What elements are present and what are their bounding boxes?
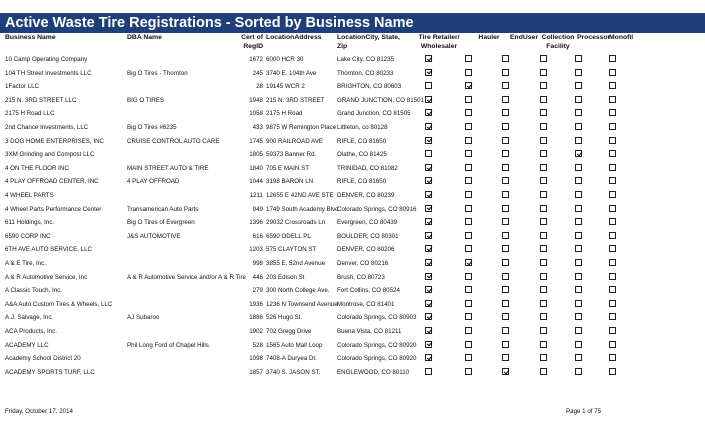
checkbox-collection <box>540 232 547 239</box>
table-row <box>0 80 705 94</box>
cell-dba: Big O Tires - Thornton <box>127 69 188 77</box>
checkbox-processor <box>575 232 582 239</box>
checkbox-hauler <box>465 177 472 184</box>
checkbox-enduser <box>502 123 509 130</box>
checkbox-hauler <box>465 245 472 252</box>
checkbox-retailer <box>425 123 432 130</box>
checkbox-hauler <box>465 354 472 361</box>
checkbox-hauler <box>465 123 472 130</box>
table-row <box>0 311 705 325</box>
checkbox-retailer <box>425 82 432 89</box>
table-row <box>0 271 705 285</box>
checkbox-hauler <box>465 82 472 89</box>
cell-location: 7408-A Duryea Dr. <box>266 355 317 363</box>
cell-dba: MAIN STREET AUTO & TIRE <box>127 164 209 172</box>
cell-location: 19145 WCR 2 <box>266 83 305 91</box>
cell-business: 10 Camp Operating Company <box>5 56 88 63</box>
cell-cert: 1044 <box>249 178 263 186</box>
checkbox-processor <box>575 354 582 361</box>
cell-cert: 1672 <box>249 56 263 63</box>
table-row <box>0 243 705 257</box>
checkbox-monofill <box>609 177 616 184</box>
table-row <box>0 325 705 339</box>
checkbox-processor <box>575 341 582 348</box>
cell-location: 705 E MAIN ST <box>266 164 309 172</box>
checkbox-collection <box>540 191 547 198</box>
cell-city: GRAND JUNCTION, CO 81501 <box>337 96 424 104</box>
cell-cert: 245 <box>252 69 263 77</box>
cell-location: 6590 ODELL PL <box>266 232 311 240</box>
checkbox-processor <box>575 327 582 334</box>
cell-dba: BIG O TIRES <box>127 96 165 104</box>
cell-dba: Big O Tires of Evergreen <box>127 219 195 227</box>
cell-location: 2175 H Road <box>266 110 303 118</box>
cell-city: Colorado Springs, CO 80903 <box>337 314 417 322</box>
checkbox-monofill <box>609 313 616 320</box>
checkbox-processor <box>575 177 582 184</box>
checkbox-hauler <box>465 109 472 116</box>
checkbox-enduser <box>502 245 509 252</box>
column-header-retailer: Tire Retailer/ Wholesaler <box>418 34 460 50</box>
checkbox-collection <box>540 368 547 375</box>
cell-cert: 279 <box>252 287 263 295</box>
checkbox-enduser <box>502 55 509 62</box>
cell-business: 4 Wheel Parts Performance Center <box>5 205 102 213</box>
cell-dba: J&S AUTOMOTIVE <box>127 232 181 240</box>
checkbox-hauler <box>465 259 472 266</box>
cell-cert: 528 <box>252 341 263 349</box>
cell-cert: 1211 <box>249 192 263 199</box>
cell-cert: 1840 <box>249 164 263 172</box>
checkbox-enduser <box>502 232 509 239</box>
checkbox-monofill <box>609 354 616 361</box>
checkbox-processor <box>575 286 582 293</box>
checkbox-enduser <box>502 177 509 184</box>
checkbox-retailer <box>425 205 432 212</box>
checkbox-retailer <box>425 245 432 252</box>
cell-city: Colorado Springs, CO 80920 <box>337 341 417 349</box>
checkbox-retailer <box>425 300 432 307</box>
checkbox-hauler <box>465 313 472 320</box>
checkbox-collection <box>540 341 547 348</box>
table-row <box>0 339 705 353</box>
cell-business: Academy School District 20 <box>5 355 81 363</box>
checkbox-retailer <box>425 96 432 103</box>
checkbox-collection <box>540 218 547 225</box>
checkbox-processor <box>575 82 582 89</box>
table-row <box>0 230 705 244</box>
cell-cert: 1948 <box>249 96 263 104</box>
cell-location: 1749 South Academy Blvd <box>266 205 339 213</box>
checkbox-retailer <box>425 218 432 225</box>
checkbox-retailer <box>425 109 432 116</box>
cell-location: 1236 N Townsend Avenue <box>266 300 338 308</box>
cell-location: 575 CLAYTON ST <box>266 246 317 254</box>
checkbox-monofill <box>609 232 616 239</box>
checkbox-processor <box>575 137 582 144</box>
cell-business: 4 WHEEL PARTS <box>5 192 54 199</box>
cell-city: BRIGHTON, CO 80603 <box>337 83 402 91</box>
footer-date: Friday, October 17, 2014 <box>5 408 73 415</box>
checkbox-processor <box>575 150 582 157</box>
cell-cert: 949 <box>252 205 263 213</box>
table-row <box>0 53 705 67</box>
cell-city: Olathe, CO 81425 <box>337 151 387 159</box>
table-row <box>0 216 705 230</box>
table-row <box>0 107 705 121</box>
column-header-monofill: Monofil <box>609 34 634 41</box>
cell-business: 4 PLAY OFFROAD CENTER, INC <box>5 178 99 186</box>
table-row <box>0 298 705 312</box>
column-header-enduser: EndUser <box>510 34 538 41</box>
cell-location: 59373 Banner Rd. <box>266 151 317 159</box>
checkbox-collection <box>540 150 547 157</box>
checkbox-processor <box>575 123 582 130</box>
checkbox-monofill <box>609 137 616 144</box>
cell-business: A.J. Salvage, Inc. <box>5 314 54 322</box>
cell-business: 3XM Grinding and Compost LLC <box>5 151 95 159</box>
checkbox-monofill <box>609 69 616 76</box>
cell-cert: 998 <box>252 260 263 267</box>
checkbox-retailer <box>425 191 432 198</box>
table-row <box>0 257 705 271</box>
cell-city: TRINIDAD, CO 81082 <box>337 164 398 172</box>
cell-cert: 616 <box>252 232 263 240</box>
cell-city: Montrose, CO 81401 <box>337 300 395 308</box>
table-row <box>0 162 705 176</box>
cell-location: 1565 Auto Mall Loop <box>266 341 323 349</box>
cell-business: 215 N. 3RD STREET LLC <box>5 96 77 104</box>
cell-business: A&A Auto Custom Tires & Wheels, LLC <box>5 300 113 308</box>
cell-location: 9875 W Remington Place <box>266 124 337 131</box>
cell-location: 300 North College Ave. <box>266 287 330 295</box>
cell-location: 203 Edison St <box>266 273 305 281</box>
checkbox-enduser <box>502 259 509 266</box>
checkbox-monofill <box>609 286 616 293</box>
checkbox-monofill <box>609 150 616 157</box>
footer-page-number: Page 1 of 75 <box>566 408 602 415</box>
checkbox-collection <box>540 313 547 320</box>
cell-cert: 1396 <box>249 219 263 227</box>
checkbox-enduser <box>502 96 509 103</box>
checkbox-processor <box>575 55 582 62</box>
checkbox-retailer <box>425 177 432 184</box>
checkbox-monofill <box>609 164 616 171</box>
checkbox-hauler <box>465 150 472 157</box>
table-row <box>0 189 705 203</box>
checkbox-retailer <box>425 137 432 144</box>
checkbox-enduser <box>502 218 509 225</box>
checkbox-collection <box>540 245 547 252</box>
cell-business: 6590 CORP INC <box>5 232 51 240</box>
checkbox-retailer <box>425 273 432 280</box>
checkbox-hauler <box>465 232 472 239</box>
cell-cert: 1058 <box>249 110 263 118</box>
cell-business: 6TH AVE AUTO SERVICE, LLC <box>5 246 92 254</box>
checkbox-collection <box>540 205 547 212</box>
checkbox-hauler <box>465 191 472 198</box>
checkbox-processor <box>575 109 582 116</box>
checkbox-enduser <box>502 164 509 171</box>
checkbox-processor <box>575 218 582 225</box>
cell-dba: Big O Tires #6235 <box>127 124 177 131</box>
cell-city: RIFLE, CO 81650 <box>337 178 387 186</box>
checkbox-monofill <box>609 191 616 198</box>
checkbox-retailer <box>425 232 432 239</box>
cell-cert: 446 <box>252 273 263 281</box>
cell-dba: A & R Automotive Service and/or A & R Tire <box>127 273 246 281</box>
checkbox-enduser <box>502 327 509 334</box>
checkbox-enduser <box>502 273 509 280</box>
checkbox-hauler <box>465 96 472 103</box>
cell-city: Brush, CO 80723 <box>337 273 385 281</box>
checkbox-hauler <box>465 164 472 171</box>
checkbox-monofill <box>609 341 616 348</box>
column-header-cert: Cert of RegID <box>241 34 263 50</box>
cell-location: 702 Gregg Drive <box>266 328 312 335</box>
checkbox-processor <box>575 205 582 212</box>
cell-city: Lake City, CO 81235 <box>337 56 394 63</box>
table-row <box>0 94 705 108</box>
cell-cert: 1098 <box>249 355 263 363</box>
checkbox-monofill <box>609 259 616 266</box>
checkbox-hauler <box>465 137 472 144</box>
cell-business: A & E Tire, Inc. <box>5 260 46 267</box>
cell-dba: Transamerican Auto Parts <box>127 205 199 213</box>
checkbox-processor <box>575 96 582 103</box>
cell-location: 215 N. 3RD STREET <box>266 96 325 104</box>
cell-cert: 1745 <box>249 137 263 145</box>
checkbox-retailer <box>425 55 432 62</box>
checkbox-processor <box>575 191 582 198</box>
cell-location: 3740 S. JASON ST. <box>266 368 321 376</box>
checkbox-hauler <box>465 327 472 334</box>
checkbox-hauler <box>465 273 472 280</box>
cell-cert: 28 <box>256 83 263 91</box>
cell-business: 3 DOG HOME ENTERPRISES, INC <box>5 137 105 145</box>
cell-location: 3198 BARON LN <box>266 178 314 186</box>
checkbox-processor <box>575 313 582 320</box>
column-header-city: LocationCity, State, Zip <box>337 34 400 50</box>
checkbox-enduser <box>502 286 509 293</box>
cell-business: 1Factor LLC <box>5 83 40 91</box>
cell-dba: CRUISE CONTROL AUTO CARE <box>127 137 220 145</box>
checkbox-processor <box>575 69 582 76</box>
checkbox-collection <box>540 69 547 76</box>
column-header-business: Business Name <box>5 34 56 41</box>
checkbox-hauler <box>465 300 472 307</box>
table-row <box>0 284 705 298</box>
checkbox-monofill <box>609 109 616 116</box>
cell-cert: 1936 <box>249 300 263 308</box>
checkbox-collection <box>540 259 547 266</box>
cell-dba: 4 PLAY OFFROAD <box>127 178 180 186</box>
checkbox-collection <box>540 164 547 171</box>
checkbox-enduser <box>502 82 509 89</box>
cell-dba: AJ Subaroo <box>127 314 160 322</box>
checkbox-processor <box>575 164 582 171</box>
checkbox-retailer <box>425 341 432 348</box>
checkbox-monofill <box>609 218 616 225</box>
cell-cert: 1857 <box>249 368 263 376</box>
table-row <box>0 175 705 189</box>
cell-business: A Classic Touch, Inc. <box>5 287 62 295</box>
checkbox-hauler <box>465 55 472 62</box>
checkbox-retailer <box>425 327 432 334</box>
cell-city: BOULDER, CO 80301 <box>337 232 399 240</box>
cell-city: Colorado Springs, CO 80920 <box>337 355 417 363</box>
checkbox-monofill <box>609 96 616 103</box>
cell-location: 3855 E. 52nd Avenue <box>266 260 326 267</box>
cell-business: 104 TH Street Investments LLC <box>5 69 92 77</box>
cell-business: ACADEMY LLC <box>5 341 49 349</box>
cell-city: Thornton, CO 80233 <box>337 69 394 77</box>
checkbox-enduser <box>502 137 509 144</box>
cell-city: Fort Collins, CO 80524 <box>337 287 400 295</box>
cell-city: DENVER, CO 80239 <box>337 192 395 199</box>
checkbox-processor <box>575 368 582 375</box>
checkbox-hauler <box>465 368 472 375</box>
cell-city: Denver, CO 80216 <box>337 260 389 267</box>
cell-city: Evergreen, CO 80439 <box>337 219 398 227</box>
checkbox-collection <box>540 109 547 116</box>
table-row <box>0 352 705 366</box>
cell-city: Grand Junction, CO 81505 <box>337 110 411 118</box>
cell-location: 900 RAILROAD AVE <box>266 137 323 145</box>
checkbox-collection <box>540 96 547 103</box>
column-header-collection: Collection Facility <box>541 34 575 50</box>
checkbox-retailer <box>425 164 432 171</box>
cell-cert: 433 <box>252 124 263 131</box>
cell-business: A & R Automotive Service, Inc <box>5 273 88 281</box>
checkbox-retailer <box>425 313 432 320</box>
report-title: Active Waste Tire Registrations - Sorted by Business Name <box>0 13 705 33</box>
column-header-dba: DBA Name <box>127 34 162 41</box>
checkbox-retailer <box>425 286 432 293</box>
checkbox-monofill <box>609 327 616 334</box>
cell-cert: 1886 <box>249 314 263 322</box>
cell-city: Littleton, co 80128 <box>337 124 388 131</box>
cell-business: ACADEMY SPORTS TURF, LLC <box>5 368 95 376</box>
checkbox-retailer <box>425 368 432 375</box>
checkbox-collection <box>540 137 547 144</box>
checkbox-processor <box>575 245 582 252</box>
cell-cert: 1805 <box>249 151 263 159</box>
table-row <box>0 135 705 149</box>
checkbox-processor <box>575 259 582 266</box>
cell-dba: Phil Long Ford of Chapel Hills <box>127 341 209 349</box>
table-row <box>0 366 705 380</box>
checkbox-collection <box>540 327 547 334</box>
checkbox-monofill <box>609 55 616 62</box>
cell-city: Buena Vista, CO 81211 <box>337 328 402 335</box>
checkbox-retailer <box>425 354 432 361</box>
checkbox-retailer <box>425 259 432 266</box>
checkbox-processor <box>575 300 582 307</box>
checkbox-monofill <box>609 205 616 212</box>
checkbox-monofill <box>609 273 616 280</box>
checkbox-enduser <box>502 109 509 116</box>
checkbox-retailer <box>425 150 432 157</box>
cell-business: ACA Products, Inc. <box>5 328 57 335</box>
cell-location: 12655 E 42ND AVE STE <box>266 192 334 199</box>
checkbox-enduser <box>502 69 509 76</box>
checkbox-enduser <box>502 205 509 212</box>
cell-cert: 1902 <box>249 328 263 335</box>
checkbox-collection <box>540 273 547 280</box>
checkbox-hauler <box>465 69 472 76</box>
cell-location: 6000 HCR 30 <box>266 56 304 63</box>
checkbox-collection <box>540 55 547 62</box>
checkbox-processor <box>575 273 582 280</box>
column-header-location: LocationAddress <box>266 34 322 41</box>
checkbox-enduser <box>502 368 509 375</box>
checkbox-monofill <box>609 300 616 307</box>
cell-location: 3740 E. 104th Ave <box>266 69 317 77</box>
checkbox-hauler <box>465 341 472 348</box>
cell-city: Colorado Springs, CO 80916 <box>337 205 417 213</box>
checkbox-hauler <box>465 218 472 225</box>
cell-city: DENVER, CO 80206 <box>337 246 395 254</box>
checkbox-enduser <box>502 150 509 157</box>
table-row <box>0 148 705 162</box>
checkbox-monofill <box>609 82 616 89</box>
checkbox-retailer <box>425 69 432 76</box>
checkbox-hauler <box>465 205 472 212</box>
checkbox-collection <box>540 354 547 361</box>
checkbox-monofill <box>609 368 616 375</box>
checkbox-hauler <box>465 286 472 293</box>
cell-location: 29032 Crossroads Ln <box>266 219 326 227</box>
checkbox-enduser <box>502 313 509 320</box>
checkbox-monofill <box>609 245 616 252</box>
cell-business: 2nd Chance Investments, LLC <box>5 124 89 131</box>
table-row <box>0 121 705 135</box>
cell-business: 4 ON THE FLOOR INC <box>5 164 69 172</box>
cell-business: 611 Holdings, Inc. <box>5 219 55 227</box>
table-row <box>0 203 705 217</box>
checkbox-collection <box>540 123 547 130</box>
checkbox-collection <box>540 177 547 184</box>
checkbox-enduser <box>502 300 509 307</box>
checkbox-enduser <box>502 354 509 361</box>
checkbox-enduser <box>502 191 509 198</box>
checkbox-monofill <box>609 123 616 130</box>
cell-cert: 1203 <box>249 246 263 254</box>
table-row <box>0 67 705 81</box>
checkbox-collection <box>540 286 547 293</box>
cell-city: RIFLE, CO 81650 <box>337 137 387 145</box>
cell-city: ENGLEWOOD, CO 80110 <box>337 368 410 376</box>
checkbox-enduser <box>502 341 509 348</box>
cell-location: 526 Hugo St. <box>266 314 303 322</box>
cell-business: 2175 H Road LLC <box>5 110 55 118</box>
column-header-hauler: Hauler <box>478 34 500 41</box>
checkbox-collection <box>540 82 547 89</box>
column-header-processor: Processor <box>577 34 611 41</box>
checkbox-collection <box>540 300 547 307</box>
